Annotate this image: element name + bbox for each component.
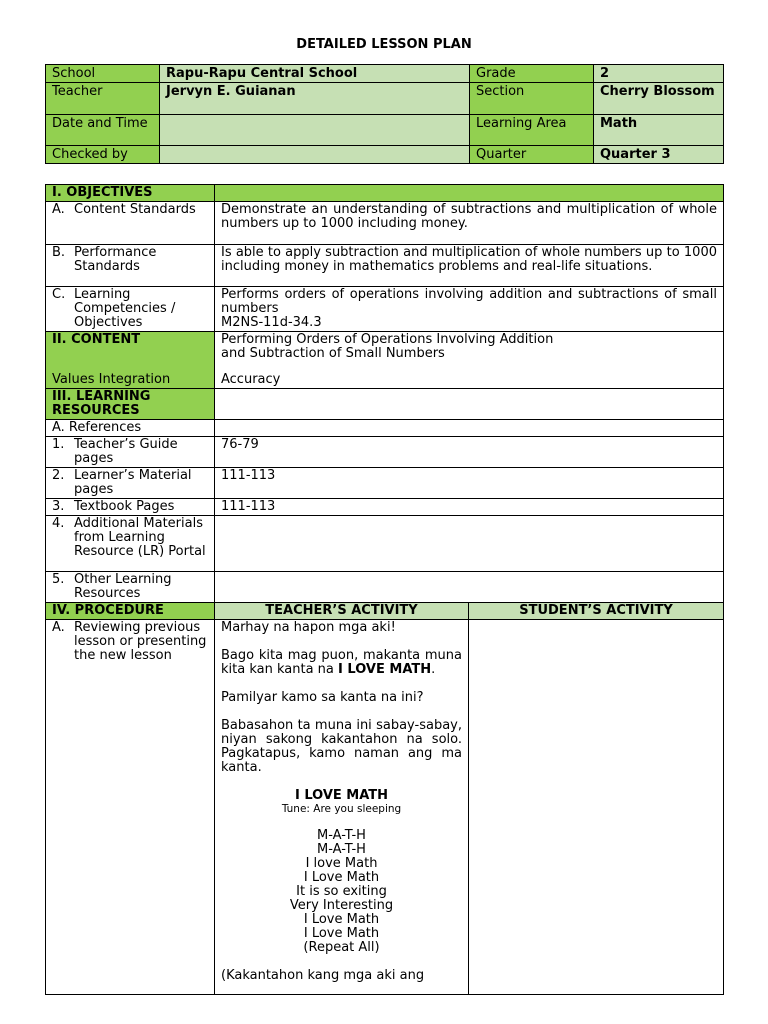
competencies-label — [46, 287, 215, 332]
performance-standards-label — [46, 245, 215, 287]
textbook-pages-text: Textbook Pages — [74, 499, 175, 514]
performance-standards-value: Is able to apply subtraction and multiplication of whole numbers up to 1000 including money in mathematics problems and real-life situations. — [215, 245, 724, 287]
song-line: Very Interesting — [289, 898, 394, 913]
other-resources-num: 5. — [52, 572, 65, 587]
competencies-text: Learning Competencies / Objectives — [74, 287, 176, 330]
content-heading: II. CONTENT — [52, 332, 141, 347]
content-standards-text: Content Standards — [74, 202, 196, 217]
content-value-line-2: and Subtraction of Small Numbers — [221, 346, 445, 361]
teacher-value: Jervyn E. Guianan — [160, 83, 470, 115]
quarter-label: Quarter — [470, 146, 594, 164]
teachers-guide-label — [46, 437, 215, 468]
teacher-label: Teacher — [46, 83, 160, 115]
content-heading-cell — [46, 332, 215, 389]
intro-post: . — [431, 662, 436, 677]
lesson-plan-table — [45, 184, 724, 995]
teachers-guide-num: 1. — [52, 437, 65, 452]
song-line: M-A-T-H — [317, 842, 366, 857]
section-value: Cherry Blossom — [594, 83, 724, 115]
closing-text: (Kakantahon kang mga aki ang — [221, 968, 425, 983]
textbook-pages-label — [46, 499, 215, 516]
song-lyrics — [221, 829, 462, 955]
teachers-activity-cell — [215, 620, 469, 995]
other-resources-text: Other Learning Resources — [74, 572, 172, 601]
learners-material-num: 2. — [52, 468, 65, 483]
learners-material-label — [46, 468, 215, 499]
song-title: I LOVE MATH — [294, 788, 389, 803]
song-line: I Love Math — [303, 912, 380, 927]
procedure-heading: IV. PROCEDURE — [46, 603, 215, 620]
question-text: Pamilyar kamo sa kanta na ini? — [221, 690, 424, 705]
song-line: I Love Math — [303, 926, 380, 941]
references-label: A. References — [46, 420, 215, 437]
content-standards-num: A. — [52, 202, 65, 217]
students-activity-heading: STUDENT’S ACTIVITY — [469, 603, 724, 620]
date-time-label: Date and Time — [46, 115, 160, 146]
content-value-line-1: Performing Orders of Operations Involving Addition — [221, 332, 554, 347]
learning-area-label: Learning Area — [470, 115, 594, 146]
students-activity-cell — [469, 620, 724, 995]
song-tune: Tune: Are you sleeping — [281, 803, 402, 815]
grade-value: 2 — [594, 65, 724, 83]
review-label — [46, 620, 215, 995]
additional-materials-text: Additional Materials from Learning Resource (LR) Portal — [74, 516, 206, 559]
values-integration-label: Values Integration — [52, 372, 171, 387]
song-line: M-A-T-H — [317, 828, 366, 843]
school-value: Rapu-Rapu Central School — [160, 65, 470, 83]
competencies-value — [215, 287, 724, 332]
resources-heading: III. LEARNING RESOURCES — [46, 389, 215, 420]
content-value-cell — [215, 332, 724, 389]
song-line: (Repeat All) — [303, 940, 380, 955]
additional-materials-value — [215, 516, 724, 572]
values-integration-value: Accuracy — [221, 372, 281, 387]
date-time-value — [160, 115, 470, 146]
teachers-guide-value: 76-79 — [215, 437, 724, 468]
objectives-heading-fill — [215, 185, 724, 202]
performance-num: B. — [52, 245, 66, 260]
learners-material-text: Learner’s Material pages — [74, 468, 192, 497]
header-info-table — [45, 64, 724, 164]
intro-song-name: I LOVE MATH — [338, 662, 432, 677]
performance-text: Performance Standards — [74, 245, 157, 274]
teachers-guide-text: Teacher’s Guide pages — [74, 437, 178, 466]
grade-label: Grade — [470, 65, 594, 83]
textbook-pages-num: 3. — [52, 499, 65, 514]
checked-by-value — [160, 146, 470, 164]
additional-materials-num: 4. — [52, 516, 65, 531]
song-line: I love Math — [305, 856, 378, 871]
quarter-value: Quarter 3 — [594, 146, 724, 164]
competencies-code: M2NS-11d-34.3 — [221, 315, 322, 330]
greeting-text: Marhay na hapon mga aki! — [221, 621, 396, 635]
competencies-num: C. — [52, 287, 66, 302]
resources-heading-fill — [215, 389, 724, 420]
objectives-heading: I. OBJECTIVES — [46, 185, 215, 202]
learning-area-value: Math — [594, 115, 724, 146]
competencies-description: Performs orders of operations involving addition and subtractions of small numbers — [221, 287, 717, 316]
teachers-activity-heading: TEACHER’S ACTIVITY — [215, 603, 469, 620]
song-line: I Love Math — [303, 870, 380, 885]
textbook-pages-value: 111-113 — [215, 499, 724, 516]
content-standards-value: Demonstrate an understanding of subtractions and multiplication of whole numbers up to 1000 including money. — [215, 202, 724, 245]
intro-text — [221, 649, 462, 677]
content-standards-label — [46, 202, 215, 245]
other-resources-value — [215, 572, 724, 603]
school-label: School — [46, 65, 160, 83]
section-label: Section — [470, 83, 594, 115]
song-line: It is so exiting — [296, 884, 387, 899]
intro-pre: Bago kita mag puon, makanta muna kita kan kanta na — [221, 648, 462, 677]
additional-materials-label — [46, 516, 215, 572]
review-text: Reviewing previous lesson or presenting the new lesson — [74, 620, 207, 663]
checked-by-label: Checked by — [46, 146, 160, 164]
references-fill — [215, 420, 724, 437]
learners-material-value: 111-113 — [215, 468, 724, 499]
page-title: DETAILED LESSON PLAN — [296, 37, 472, 52]
instructions-text: Babasahon ta muna ini sabay-sabay, niyan sakong kakantahon na solo. Pagkatapus, kamo naman ang ma kanta. — [221, 718, 462, 775]
review-num: A. — [52, 620, 65, 635]
other-resources-label — [46, 572, 215, 603]
